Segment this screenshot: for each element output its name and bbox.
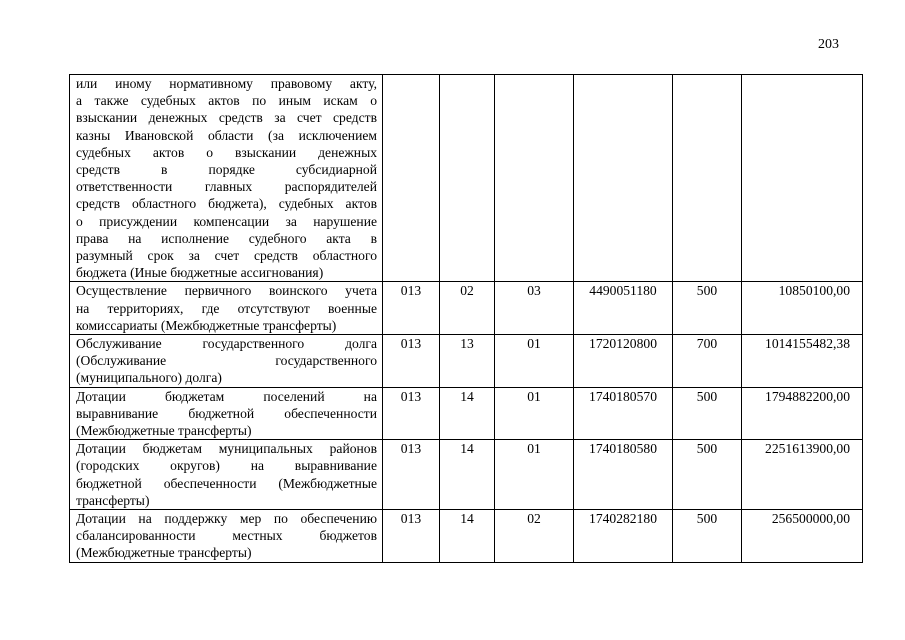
subsection-code-cell: 02	[495, 510, 574, 563]
ministry-code-cell: 013	[383, 335, 440, 388]
expense-type-cell: 500	[673, 440, 742, 510]
expense-type-cell: 500	[673, 387, 742, 440]
description-line: Обслуживание государственного долга	[76, 336, 377, 352]
description-line: Осуществление первичного воинского учета	[76, 283, 377, 299]
subsection-code-cell: 01	[495, 335, 574, 388]
description-cell	[70, 387, 383, 440]
section-code-cell: 14	[440, 387, 495, 440]
table-row	[70, 510, 863, 563]
section-code-cell	[440, 75, 495, 282]
section-code-cell: 13	[440, 335, 495, 388]
table-row	[70, 387, 863, 440]
target-article-cell: 1740180570	[574, 387, 673, 440]
ministry-code-cell	[383, 75, 440, 282]
description-line: или иному нормативному правовому акту,	[76, 76, 377, 91]
amount-cell	[742, 75, 863, 282]
page-number: 203	[818, 37, 839, 52]
ministry-code-cell: 013	[383, 387, 440, 440]
subsection-code-cell: 01	[495, 387, 574, 440]
description-line: средств областного бюджета), судебных актов	[76, 196, 377, 212]
budget-table	[69, 74, 863, 563]
description-line: бюджетной обеспеченности (Межбюджетные	[76, 475, 377, 491]
description-line: разумный срок за счет средств областного	[76, 248, 377, 264]
ministry-code-cell: 013	[383, 440, 440, 510]
description-line: судебных актов о взыскании денежных	[76, 144, 377, 160]
description-line: взыскании денежных средств за счет средств	[76, 110, 377, 126]
description-line: на территориях, где отсутствуют военные	[76, 300, 377, 316]
description-line: трансферты)	[76, 492, 150, 508]
amount-cell: 1794882200,00	[742, 387, 863, 440]
ministry-code-cell: 013	[383, 510, 440, 563]
description-line: а также судебных актов по иным искам о	[76, 93, 377, 109]
description-line: средств в порядке субсидиарной	[76, 162, 377, 178]
amount-cell: 1014155482,38	[742, 335, 863, 388]
table-body	[70, 75, 863, 563]
subsection-code-cell: 03	[495, 282, 574, 335]
description-line: бюджета (Иные бюджетные ассигнования)	[76, 265, 324, 281]
target-article-cell	[574, 75, 673, 282]
description-cell	[70, 75, 383, 282]
description-cell	[70, 335, 383, 388]
description-line: сбалансированности местных бюджетов	[76, 528, 377, 544]
description-line: (Межбюджетные трансферты)	[76, 423, 252, 439]
description-line: Дотации бюджетам муниципальных районов	[76, 441, 377, 457]
description-cell	[70, 510, 383, 563]
amount-cell: 2251613900,00	[742, 440, 863, 510]
target-article-cell: 4490051180	[574, 282, 673, 335]
expense-type-cell: 700	[673, 335, 742, 388]
section-code-cell: 14	[440, 510, 495, 563]
description-line: Дотации бюджетам поселений на	[76, 388, 377, 404]
subsection-code-cell	[495, 75, 574, 282]
table-row	[70, 75, 863, 282]
description-line: о присуждении компенсации за нарушение	[76, 213, 377, 229]
description-line: права на исполнение судебного акта в	[76, 230, 377, 246]
section-code-cell: 02	[440, 282, 495, 335]
description-line: (Обслуживание государственного	[76, 353, 377, 369]
section-code-cell: 14	[440, 440, 495, 510]
table-row	[70, 282, 863, 335]
ministry-code-cell: 013	[383, 282, 440, 335]
target-article-cell: 1740282180	[574, 510, 673, 563]
table-row	[70, 440, 863, 510]
description-line: (муниципального) долга)	[76, 370, 222, 386]
amount-cell: 256500000,00	[742, 510, 863, 563]
expense-type-cell: 500	[673, 510, 742, 563]
description-cell	[70, 440, 383, 510]
description-line: комиссариаты (Межбюджетные трансферты)	[76, 317, 337, 333]
subsection-code-cell: 01	[495, 440, 574, 510]
description-line: (городских округов) на выравнивание	[76, 458, 377, 474]
description-line: выравнивание бюджетной обеспеченности	[76, 405, 377, 421]
description-line: (Межбюджетные трансферты)	[76, 545, 252, 561]
expense-type-cell	[673, 75, 742, 282]
target-article-cell: 1720120800	[574, 335, 673, 388]
description-cell	[70, 282, 383, 335]
description-line: ответственности главных распорядителей	[76, 179, 377, 195]
expense-type-cell: 500	[673, 282, 742, 335]
description-line: казны Ивановской области (за исключением	[76, 127, 377, 143]
table-row	[70, 335, 863, 388]
target-article-cell: 1740180580	[574, 440, 673, 510]
description-line: Дотации на поддержку мер по обеспечению	[76, 511, 377, 527]
amount-cell: 10850100,00	[742, 282, 863, 335]
